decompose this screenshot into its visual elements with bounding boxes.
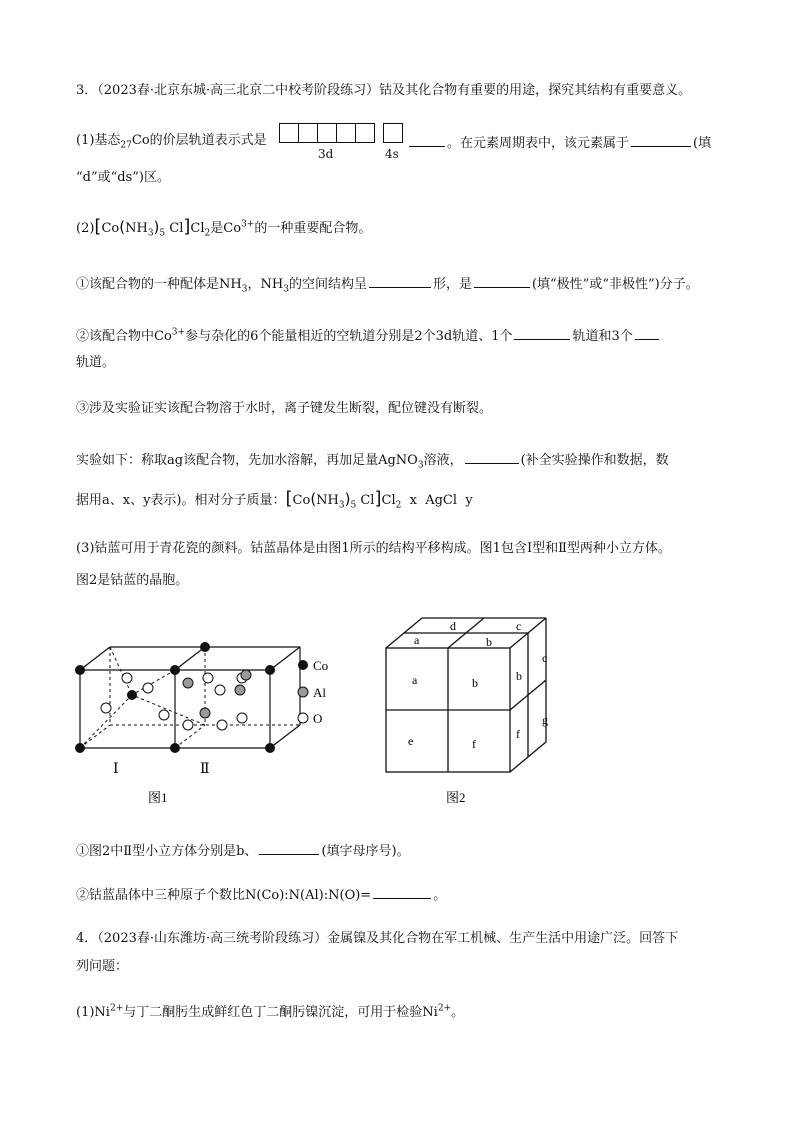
q3-s2-b: 参与杂化的6个能量相近的空轨道分别是2个3d轨道、1个	[185, 329, 513, 344]
orbital-3d-boxes	[279, 122, 374, 143]
q3-part3: (3)钴蓝可用于青花瓷的颜料。钴蓝晶体是由图1所示的结构平移构成。图1包含Ⅰ型和Ⅱ型两种小立方体。	[76, 541, 671, 556]
fig1-caption: 图1	[148, 790, 168, 805]
formula-cl: Cl	[169, 221, 184, 236]
legend-o-dot	[298, 713, 308, 723]
legend-al: Al	[313, 685, 326, 700]
fig2-top-a: a	[414, 633, 420, 647]
q3-q-i-tail: (填字母序号)。	[321, 844, 410, 859]
figure-1-cobalt-blue-structure	[70, 630, 350, 810]
q3-part1-tail	[407, 132, 711, 153]
legend-co: Co	[313, 658, 329, 673]
fig2-top-b: b	[486, 635, 492, 649]
label-3d: 3d	[318, 147, 334, 161]
q3-p1-text-c: 。在元素周期表中，该元素属于	[447, 136, 630, 151]
q3-part3-ii	[76, 884, 446, 905]
nickel-ion: Ni	[94, 1005, 110, 1020]
formula-sub: 3	[241, 284, 248, 295]
co-atom	[201, 643, 210, 652]
q3-exp-line2: 据用a、x、y表示)。相对分子质量：	[76, 493, 286, 508]
formula-nh: NH	[125, 221, 148, 236]
q3-part3-i	[76, 840, 410, 861]
q3-sub2-line2: 轨道。	[76, 355, 116, 370]
al-atom	[200, 708, 210, 718]
q3-header	[76, 82, 691, 100]
q3-sub1	[76, 273, 699, 294]
nickel-ion: Ni	[422, 1005, 438, 1020]
fig2-top-d: d	[450, 619, 456, 633]
o-atom	[215, 685, 225, 695]
q3-s1-a: ①该配合物的一种配体是	[76, 277, 220, 292]
q3-source: （2023春·北京东城·高三北京二中校考阶段练习）	[97, 83, 380, 98]
formula-sub: 3	[283, 284, 289, 295]
o-atom	[203, 673, 213, 683]
al-atom	[241, 670, 251, 680]
charge: 2+	[109, 1003, 124, 1014]
o-atom	[159, 710, 169, 720]
ammonia: NH	[260, 277, 284, 292]
o-atom	[237, 713, 247, 723]
q3-p1-text-a: (1)基态	[76, 133, 121, 148]
o-atom	[217, 720, 227, 730]
q4-source: （2023春·山东潍坊·高三统考阶段练习）	[97, 931, 328, 946]
formula-sub: 3	[147, 228, 154, 239]
o-atom	[183, 720, 193, 730]
q3-s1-d: 形，是	[432, 277, 472, 292]
formula-sub: 5	[159, 228, 166, 239]
answer-blank[interactable]	[631, 132, 691, 147]
formula-cl2: Cl	[190, 221, 205, 236]
fig2-front-a: a	[412, 673, 418, 687]
mass-x: x	[409, 493, 417, 508]
o-atom	[122, 673, 132, 683]
q4-number: 4．	[76, 931, 98, 946]
q3-s1-e: (填“极性”或“非极性”)分子。	[531, 277, 699, 292]
q3-s1-b: ，	[247, 277, 261, 292]
answer-blank[interactable]	[514, 325, 570, 340]
label-type-ii: Ⅱ	[200, 762, 210, 777]
fig2-caption: 图2	[446, 790, 466, 805]
fig2-top-c: c	[516, 619, 522, 633]
o-atom	[143, 683, 153, 693]
q3-p2-is: 是	[210, 221, 224, 236]
q4-stem-line2: 列问题：	[76, 959, 129, 974]
q3-p1-text-d: (填	[693, 136, 712, 151]
q3-part3-line2: 图2是钴蓝的晶胞。	[76, 573, 189, 588]
formula-co: Co	[292, 493, 311, 508]
label-4s: 4s	[385, 147, 399, 161]
fig2-side-b: b	[516, 669, 522, 683]
formula-sub: 5	[350, 500, 357, 511]
q4-p1-c: 。	[451, 1005, 465, 1020]
fig2-front-f: f	[472, 737, 476, 751]
mass-y: y	[465, 493, 473, 508]
orbital-4s-box	[383, 122, 402, 143]
fig2-front-e: e	[408, 734, 414, 748]
q3-exp-a: 实验如下：称取ag该配合物，先加水溶解，再加足量	[76, 453, 379, 468]
q3-s1-c: 的空间结构呈	[288, 277, 367, 292]
answer-blank[interactable]	[259, 840, 319, 855]
q3-q-ii-tail: 。	[433, 888, 447, 903]
fig2-side-c: c	[542, 651, 548, 665]
cobalt-ion: Co	[154, 329, 172, 344]
answer-blank[interactable]	[409, 132, 445, 147]
q3-exp-b: 溶液，	[423, 453, 463, 468]
al-atom	[183, 678, 193, 688]
answer-blank[interactable]	[369, 273, 431, 288]
formula-sub: 3	[417, 460, 424, 471]
formula-co: Co	[101, 221, 120, 236]
al-atom	[235, 685, 245, 695]
legend-al-dot	[298, 687, 308, 697]
q3-experiment	[76, 449, 669, 470]
q3-s2-a: ②该配合物中	[76, 329, 155, 344]
fig2-side-f: f	[516, 727, 520, 741]
answer-blank[interactable]	[474, 273, 530, 288]
co-atom	[76, 744, 85, 753]
formula-sub: 2	[395, 500, 402, 511]
formula-cl2: Cl	[381, 493, 396, 508]
ammonia: NH	[219, 277, 242, 292]
q3-part2: $(2)[Co(NH_3)_5$ $Cl]Cl_2$是$Co^{3+}$的一种重要配合物。	[76, 216, 372, 239]
charge: 3+	[171, 327, 186, 338]
q3-sub3: ③涉及实验证实该配合物溶于水时，离子键发生断裂，配位键没有断裂。	[76, 401, 493, 416]
q3-part1	[76, 132, 267, 150]
label-type-i: Ⅰ	[113, 762, 119, 777]
q3-number: 3．	[76, 83, 98, 98]
legend-o: O	[313, 711, 323, 726]
formula-nh: NH	[316, 493, 339, 508]
co-atom	[266, 666, 275, 675]
silver-chloride: AgCl	[425, 493, 458, 508]
charge: 2+	[437, 1003, 452, 1014]
co-atom	[266, 744, 275, 753]
answer-blank[interactable]	[465, 449, 519, 464]
answer-blank[interactable]	[635, 325, 659, 340]
charge: 3+	[241, 219, 255, 230]
formula-sub: 2	[204, 228, 211, 239]
co-atom	[76, 666, 85, 675]
co-atom	[128, 691, 137, 700]
q3-part1-line2: “d”或“ds”)区。	[76, 170, 170, 185]
q3-p2-tail: 的一种重要配合物。	[254, 221, 372, 236]
q3-sub2	[76, 325, 661, 346]
q3-q-ii: ②钴蓝晶体中三种原子个数比N(Co):N(Al):N(O)=	[76, 888, 372, 903]
o-atom	[101, 703, 111, 713]
formula-sub: 3	[338, 500, 345, 511]
q3-stem: 钴及其化合物有重要的用途，探究其结构有重要意义。	[379, 83, 692, 98]
cobalt-symbol: Co	[131, 133, 150, 148]
co-atom	[171, 744, 180, 753]
q4-p1-a: (1)	[76, 1005, 95, 1020]
q4-p1-b: 与丁二酮肟生成鲜红色丁二酮肟镍沉淀，可用于检验	[123, 1005, 423, 1020]
fig2-side-g: g	[542, 713, 548, 727]
q3-p2-pre: (2)	[76, 221, 95, 236]
co-atom	[171, 666, 180, 675]
fig2-front-b: b	[472, 676, 478, 690]
answer-blank[interactable]	[373, 884, 431, 899]
silver-nitrate: AgNO	[378, 453, 418, 468]
figure-2-unit-cell	[380, 612, 570, 812]
q3-s2-c: 轨道和3个	[572, 329, 633, 344]
q3-exp-c: (补全实验操作和数据，数	[520, 453, 669, 468]
atomic-number: 27	[120, 140, 132, 151]
q4-stem: 金属镍及其化合物在军工机械、生产生活中用途广泛。回答下	[327, 931, 679, 946]
q4-header	[76, 930, 678, 948]
q4-part1	[76, 1004, 464, 1022]
legend-co-dot	[299, 661, 308, 670]
q3-q-i: ①图2中Ⅱ型小立方体分别是b、	[76, 844, 258, 859]
q3-experiment-line2: 据用a、x、y表示)。相对分子质量：[$Co(NH_3)_5$ $Cl]Cl_2$ x AgCl y	[76, 488, 473, 511]
cobalt-ion: Co	[223, 221, 242, 236]
formula-cl: Cl	[360, 493, 375, 508]
q3-p1-text-b: 的价层轨道表示式是	[149, 133, 267, 148]
